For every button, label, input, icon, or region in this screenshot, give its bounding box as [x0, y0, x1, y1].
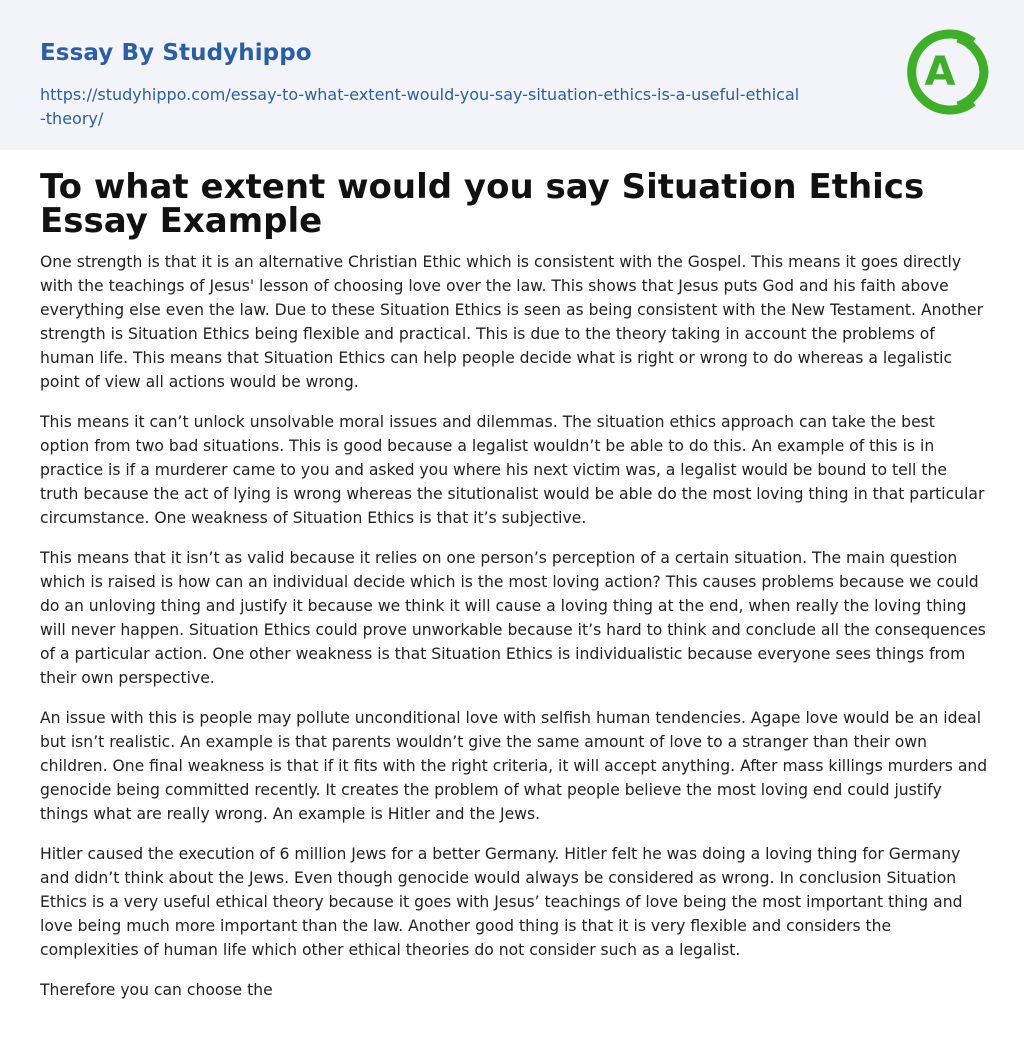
source-url-link[interactable]: https://studyhippo.com/essay-to-what-extent-would-you-say-situation-ethics-is-a-useful-ethical-theory/ — [40, 85, 800, 128]
essay-paragraph: Hitler caused the execution of 6 million Jews for a better Germany. Hitler felt he was doing a loving thing for Germany and didn’t think about the Jews. Even though genocide would always be considered as wrong. In conclusion Situation Ethics is a very useful ethical theory because it goes with Jesus’ teachings of love being the most important thing and love being much more important than the law. Another good thing is that it is very flexible and considers the complexities of human life which other ethical theories do not consider such as a legalist. — [40, 845, 963, 959]
essay-paragraph: Therefore you can choose the — [40, 981, 273, 999]
studyhippo-logo-icon — [898, 24, 994, 120]
essay-paragraph: This means it can’t unlock unsolvable moral issues and dilemmas. The situation ethics approach can take the best option from two bad situations. This is good because a legalist wouldn’t be able to do this. An example of this is in practice is if a murderer came to you and asked you where his next victim was, a legalist would be bound to tell the truth because the act of lying is wrong whereas the situtionalist would be able do the most loving thing in that particular circumstance. One weakness of Situation Ethics is that it’s subjective. — [40, 413, 985, 527]
logo-letter: A — [924, 49, 956, 95]
essay-body — [40, 250, 988, 1018]
page-header — [0, 0, 1024, 150]
essay-paragraph: An issue with this is people may pollute unconditional love with selfish human tendencies. Agape love would be an ideal but isn’t realistic. An example is that parents wouldn’t give the same amount of love to a stranger than their own children. One final weakness is that if it fits with the right criteria, it will accept anything. After mass killings murders and genocide being committed recently. It creates the problem of what people believe the most loving end could justify things what are really wrong. An example is Hitler and the Jews. — [40, 709, 988, 823]
essay-title: To what extent would you say Situation Ethics Essay Example — [40, 167, 925, 241]
brand-title: Essay By Studyhippo — [40, 40, 312, 66]
essay-paragraph: One strength is that it is an alternative Christian Ethic which is consistent with the Gospel. This means it goes directly with the teachings of Jesus' lesson of choosing love over the law. This shows that Jesus puts God and his faith above everything else even the law. Due to these Situation Ethics is seen as being consistent with the New Testament. Another strength is Situation Ethics being flexible and practical. This is due to the theory taking in account the problems of human life. This means that Situation Ethics can help people decide what is right or wrong to do whereas a legalistic point of view all actions would be wrong. — [40, 253, 984, 391]
essay-paragraph: This means that it isn’t as valid because it relies on one person’s perception of a certain situation. The main question which is raised is how can an individual decide which is the most loving action? This causes problems because we could do an unloving thing and justify it because we think it will cause a loving thing at the end, when really the loving thing will never happen. Situation Ethics could prove unworkable because it’s hard to think and conclude all the consequences of a particular action. One other weakness is that Situation Ethics is individualistic because everyone sees things from their own perspective. — [40, 549, 986, 687]
